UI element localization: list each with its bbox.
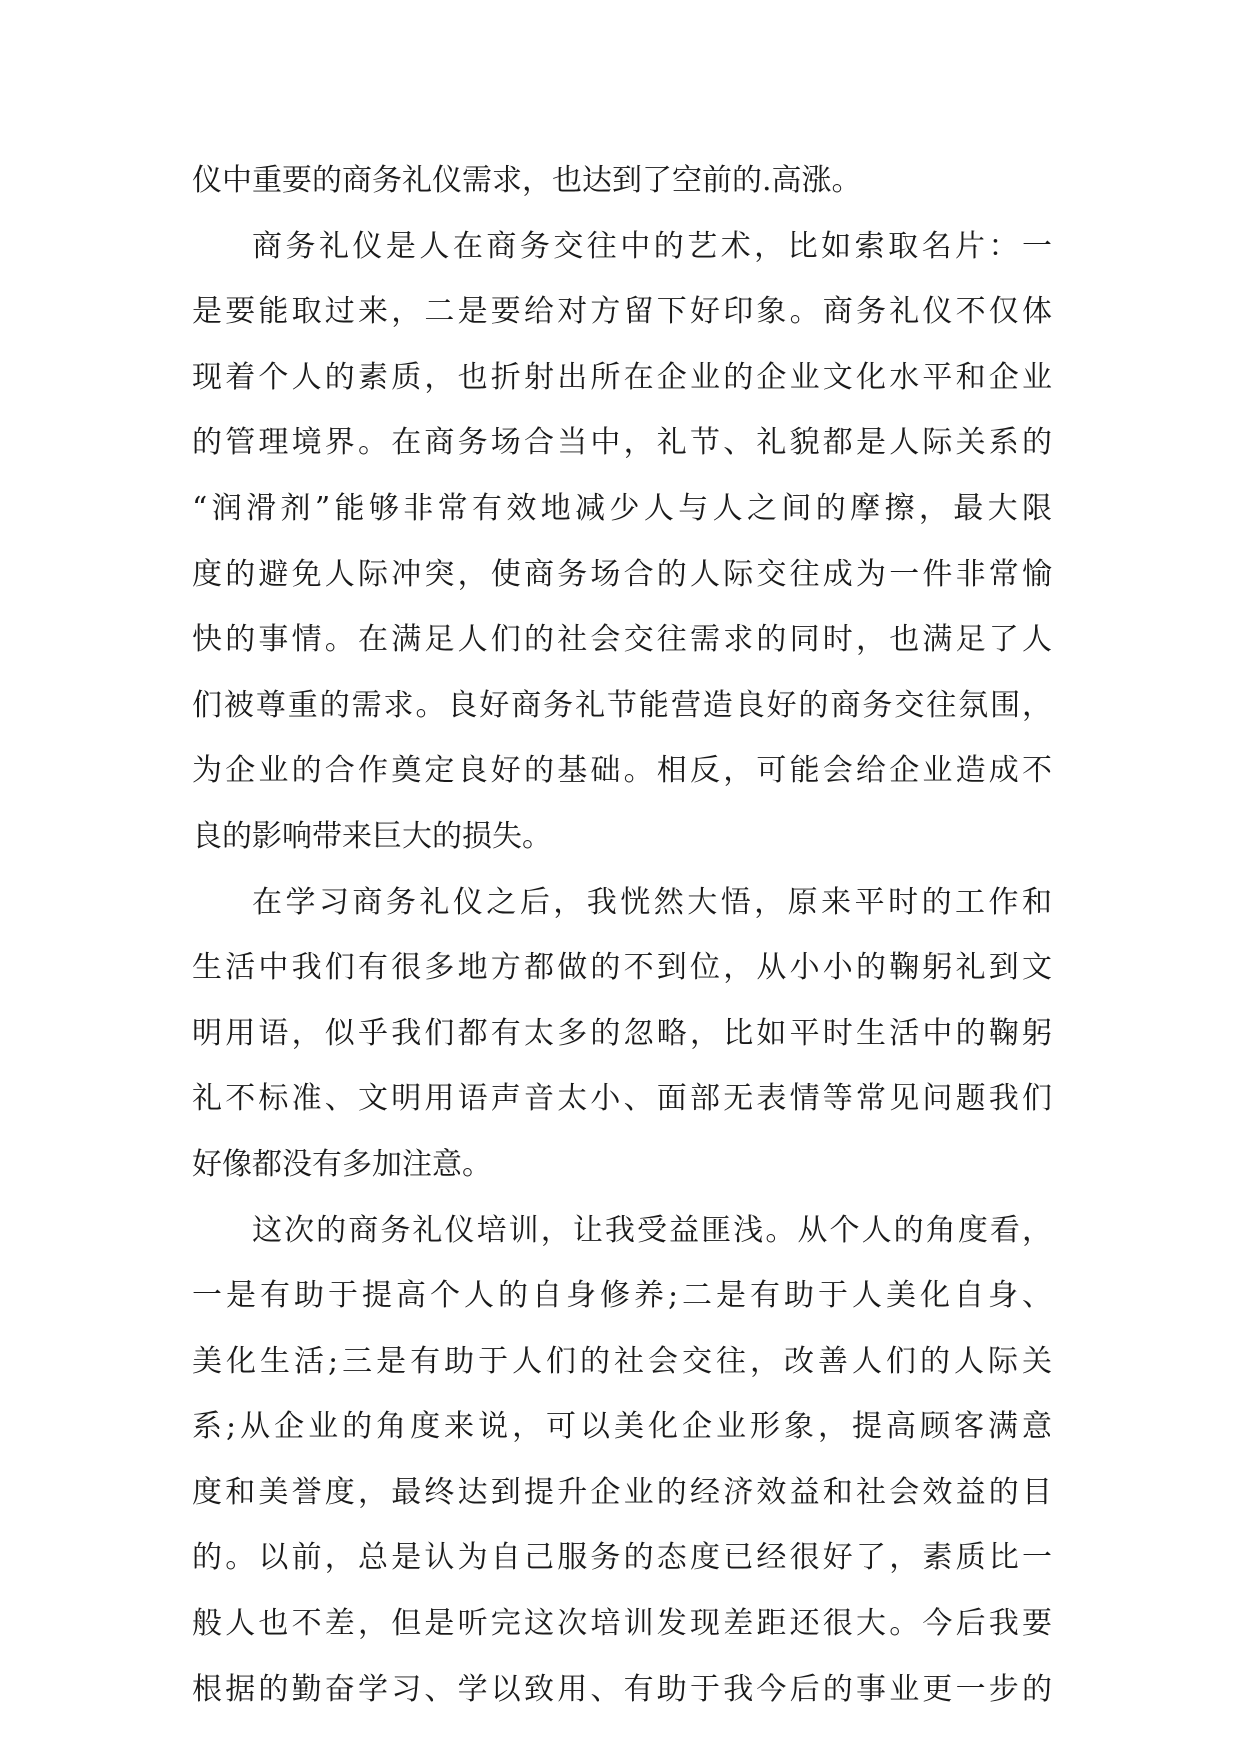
text-line: 根据的勤奋学习、学以致用、有助于我今后的事业更一步的 — [192, 1671, 1052, 1707]
text-line: 美化生活;三是有助于人们的社会交往，改善人们的人际关 — [192, 1343, 1052, 1379]
text-line: 生活中我们有很多地方都做的不到位，从小小的鞠躬礼到文 — [192, 950, 1052, 986]
text-line: 好像都没有多加注意。 — [192, 1146, 492, 1182]
text-line: 的管理境界。在商务场合当中，礼节、礼貌都是人际关系的 — [192, 425, 1052, 461]
text-line: 在学习商务礼仪之后，我恍然大悟，原来平时的工作和 — [252, 884, 1052, 920]
text-line: 现着个人的素质，也折射出所在企业的企业文化水平和企业 — [192, 359, 1052, 395]
text-line: 般人也不差，但是听完这次培训发现差距还很大。今后我要 — [192, 1606, 1052, 1642]
text-line: 的。以前，总是认为自己服务的态度已经很好了，素质比一 — [192, 1540, 1052, 1576]
text-line: 商务礼仪是人在商务交往中的艺术，比如索取名片：一 — [252, 228, 1052, 264]
text-line: 仪中重要的商务礼仪需求，也达到了空前的.高涨。 — [192, 163, 862, 198]
text-line: 是要能取过来，二是要给对方留下好印象。商务礼仪不仅体 — [192, 294, 1052, 330]
text-line: 为企业的合作奠定良好的基础。相反，可能会给企业造成不 — [192, 753, 1052, 789]
text-line: 度的避免人际冲突，使商务场合的人际交往成为一件非常愉 — [192, 556, 1052, 592]
text-line: “润滑剂”能够非常有效地减少人与人之间的摩擦，最大限 — [192, 490, 1052, 526]
document-body — [192, 148, 1052, 1722]
text-line: 们被尊重的需求。良好商务礼节能营造良好的商务交往氛围， — [192, 687, 1052, 723]
paragraph — [192, 870, 1052, 1198]
text-line: 系;从企业的角度来说，可以美化企业形象，提高顾客满意 — [192, 1409, 1052, 1445]
text-line: 礼不标准、文明用语声音太小、面部无表情等常见问题我们 — [192, 1081, 1052, 1117]
paragraph — [192, 1198, 1052, 1723]
paragraph — [192, 214, 1052, 870]
text-line: 这次的商务礼仪培训，让我受益匪浅。从个人的角度看， — [252, 1212, 1052, 1248]
text-line: 明用语，似乎我们都有太多的忽略，比如平时生活中的鞠躬 — [192, 1015, 1052, 1051]
text-line: 良的影响带来巨大的损失。 — [192, 818, 552, 854]
text-line: 快的事情。在满足人们的社会交往需求的同时，也满足了人 — [192, 622, 1052, 658]
text-line: 一是有助于提高个人的自身修养;二是有助于人美化自身、 — [192, 1278, 1052, 1314]
paragraph — [192, 148, 1052, 214]
text-line: 度和美誉度，最终达到提升企业的经济效益和社会效益的目 — [192, 1474, 1052, 1510]
